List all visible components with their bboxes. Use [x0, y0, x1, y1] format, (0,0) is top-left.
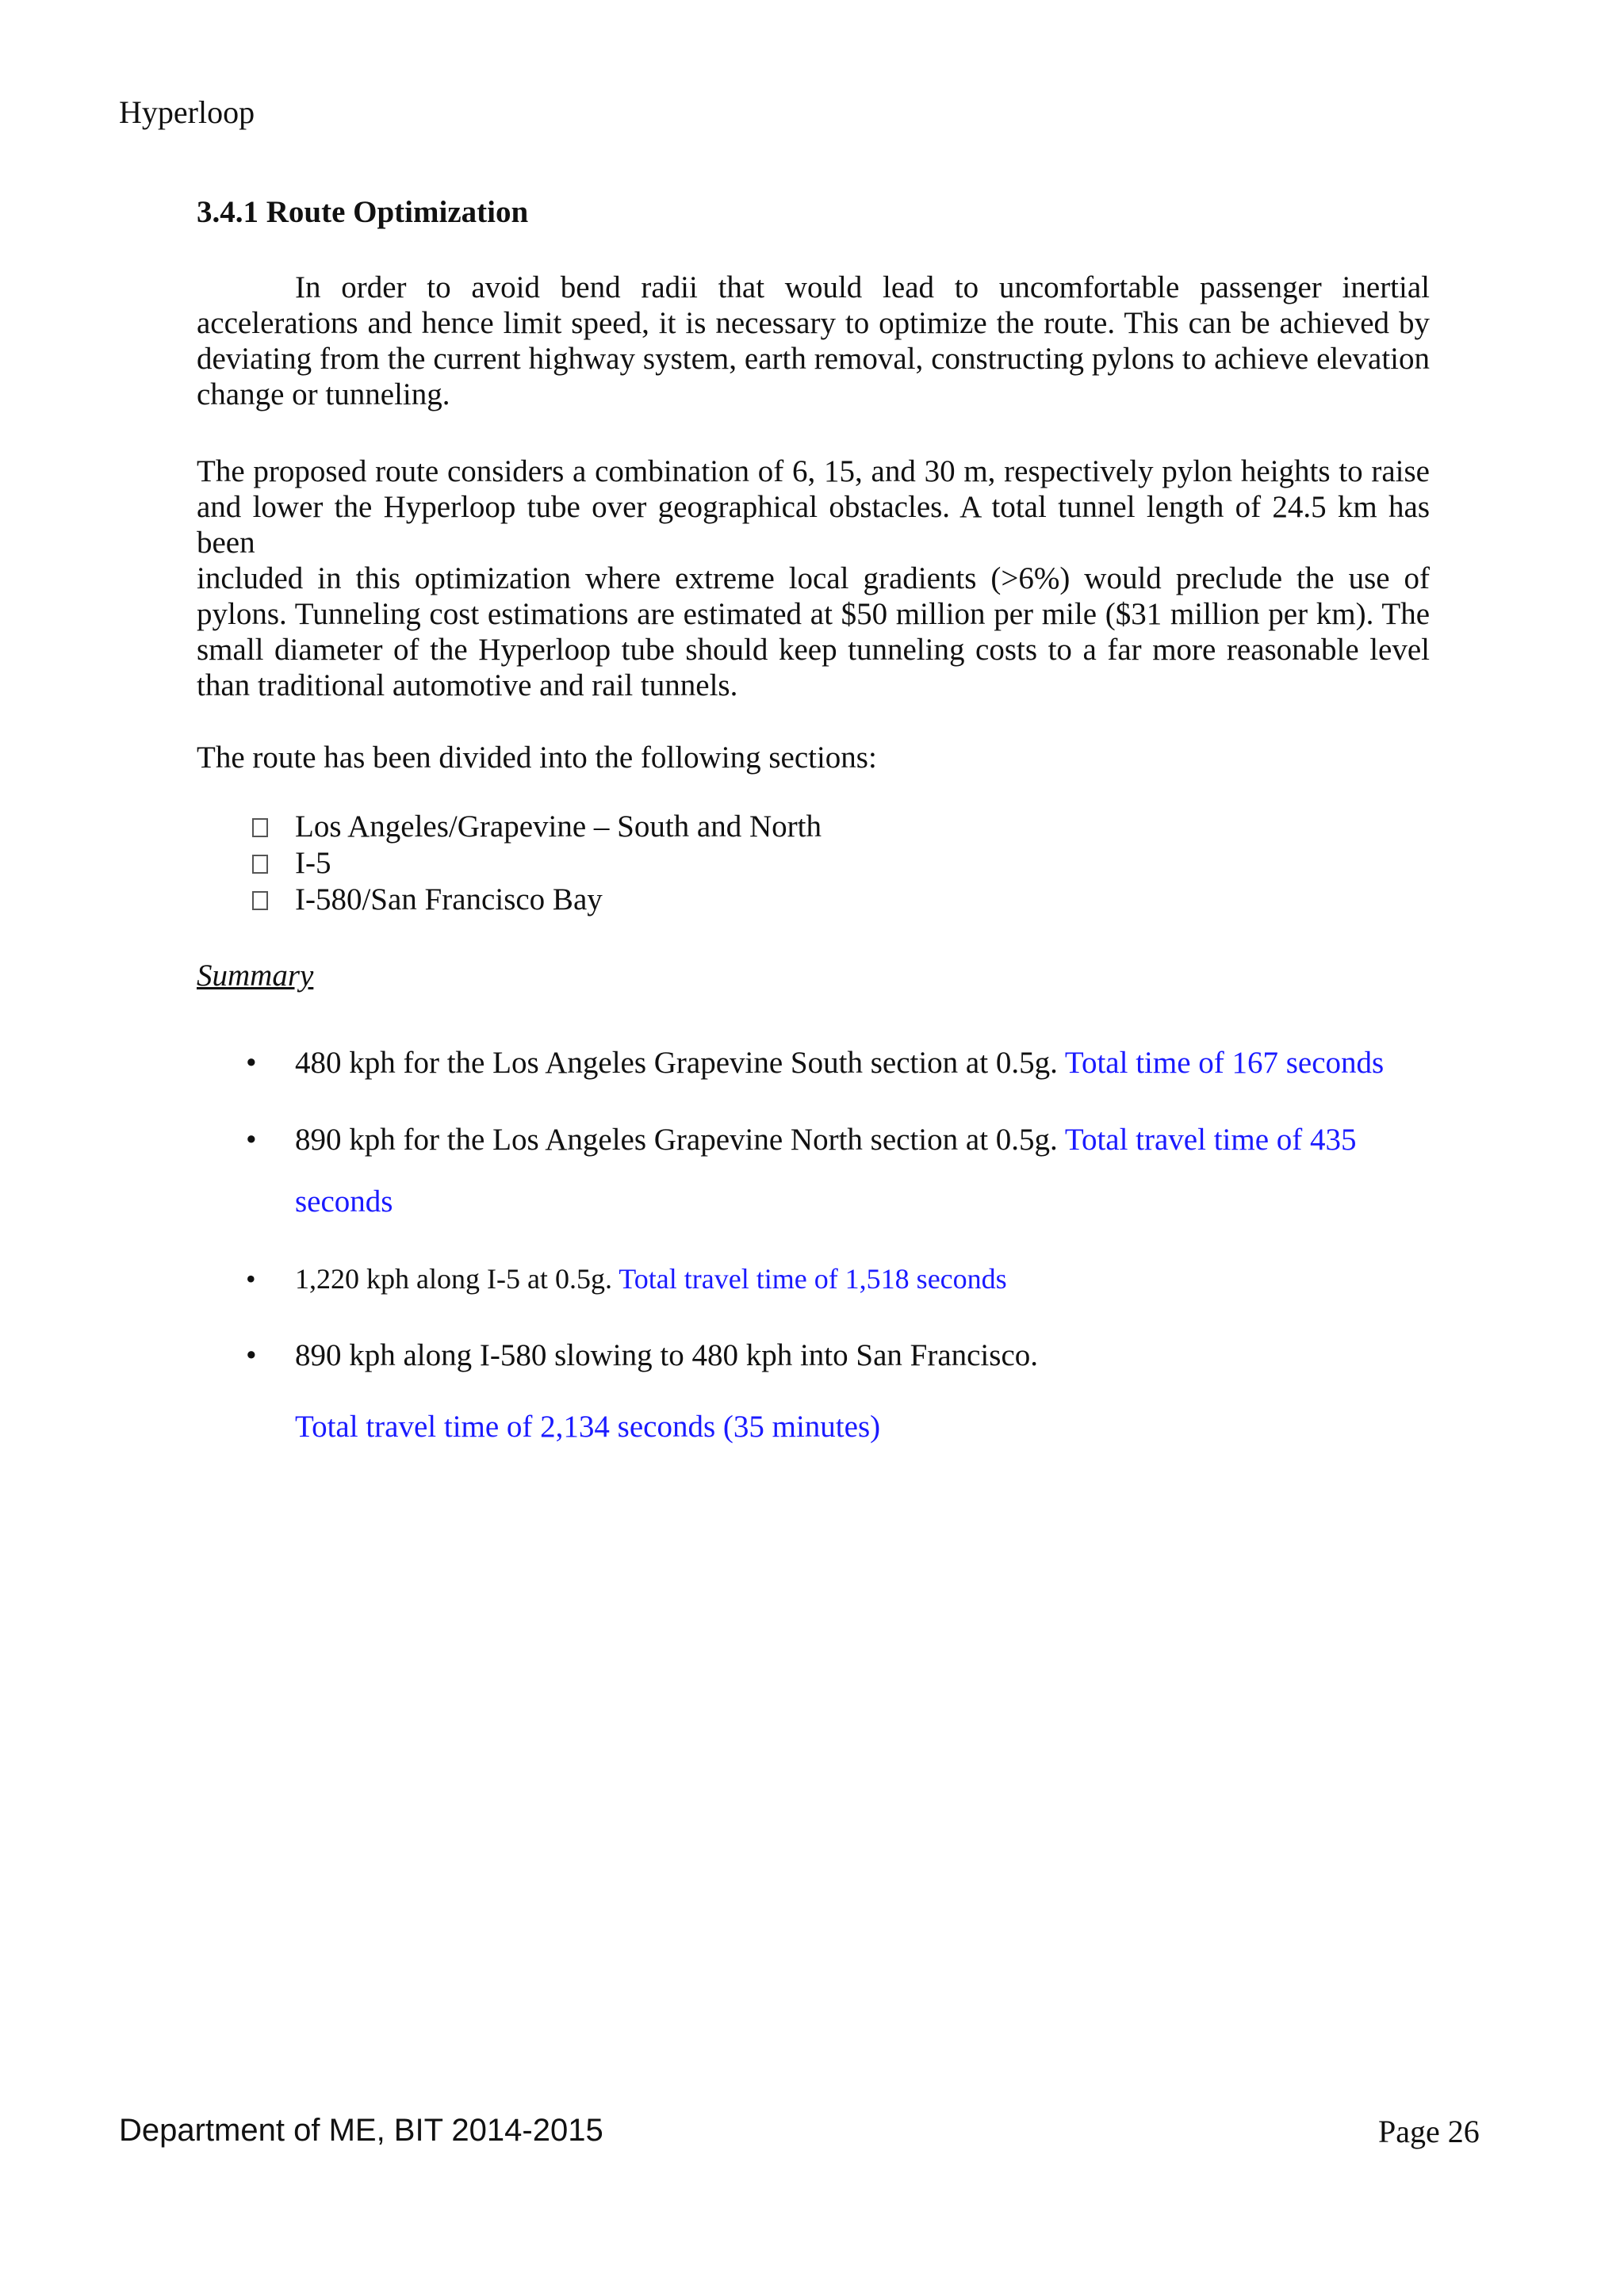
page-number: Page 26 [1378, 2114, 1480, 2149]
summary-text: 480 kph for the Los Angeles Grapevine South section at 0.5g. [295, 1046, 1058, 1080]
bullet-icon: • [246, 1338, 257, 1372]
bullet-icon: • [246, 1123, 257, 1157]
paragraph-route-b: included in this optimization where extreme local gradients (>6%) would preclude the use of pylons. Tunneling cost estimations are estimated at $50 million per mile ($31 million per km). The small diameter of the Hyperloop tube should keep tunneling costs to a far more reasonable level than traditional automotive and rail tunnels. [197, 561, 1430, 702]
list-item [238, 1032, 1427, 1094]
summary-highlight: Total travel time of 1,518 seconds [619, 1263, 1007, 1295]
summary-label: Summary [197, 959, 314, 993]
list-item [238, 1325, 1427, 1458]
paragraph-intro-text: In order to avoid bend radii that would lead to uncomfortable passenger inertial accelerations and hence limit speed, it is necessary to optimize the route. This can be achieved by deviating from the current highway system, earth removal, constructing pylons to achieve elevation change or tunneling. [197, 270, 1430, 411]
summary-list [238, 1032, 1427, 1473]
summary-highlight: Total travel time of 435 seconds [295, 1123, 1357, 1219]
list-item [238, 1248, 1427, 1310]
summary-highlight: Total travel time of 2,134 seconds (35 minutes) [295, 1410, 881, 1444]
checkbox-icon [252, 891, 268, 910]
paragraph-sections-intro: The route has been divided into the following sections: [197, 740, 877, 775]
list-item: I-580/San Francisco Bay [252, 882, 822, 918]
running-header: Hyperloop [119, 94, 255, 130]
bullet-icon: • [246, 1046, 257, 1080]
section-heading: 3.4.1 Route Optimization [197, 195, 529, 229]
checkbox-icon [252, 855, 268, 874]
list-item [238, 1109, 1427, 1233]
summary-text: 890 kph for the Los Angeles Grapevine North section at 0.5g. [295, 1123, 1058, 1157]
footer-department: Department of ME, BIT 2014-2015 [119, 2113, 603, 2148]
bullet-icon: • [246, 1263, 256, 1295]
list-item: I-5 [252, 845, 822, 882]
summary-text: 890 kph along I-580 slowing to 480 kph into San Francisco. [295, 1338, 1039, 1372]
checkbox-icon [252, 818, 268, 837]
summary-text: 1,220 kph along I-5 at 0.5g. [295, 1263, 612, 1295]
paragraph-route-a: The proposed route considers a combination of 6, 15, and 30 m, respectively pylon heights to raise and lower the Hyperloop tube over geographical obstacles. A total tunnel length of 24.5 km has been [197, 454, 1430, 560]
paragraph-intro [197, 270, 1430, 412]
list-item: Los Angeles/Grapevine – South and North [252, 809, 822, 845]
summary-highlight: Total time of 167 seconds [1064, 1046, 1385, 1080]
route-sections-list [252, 809, 822, 918]
